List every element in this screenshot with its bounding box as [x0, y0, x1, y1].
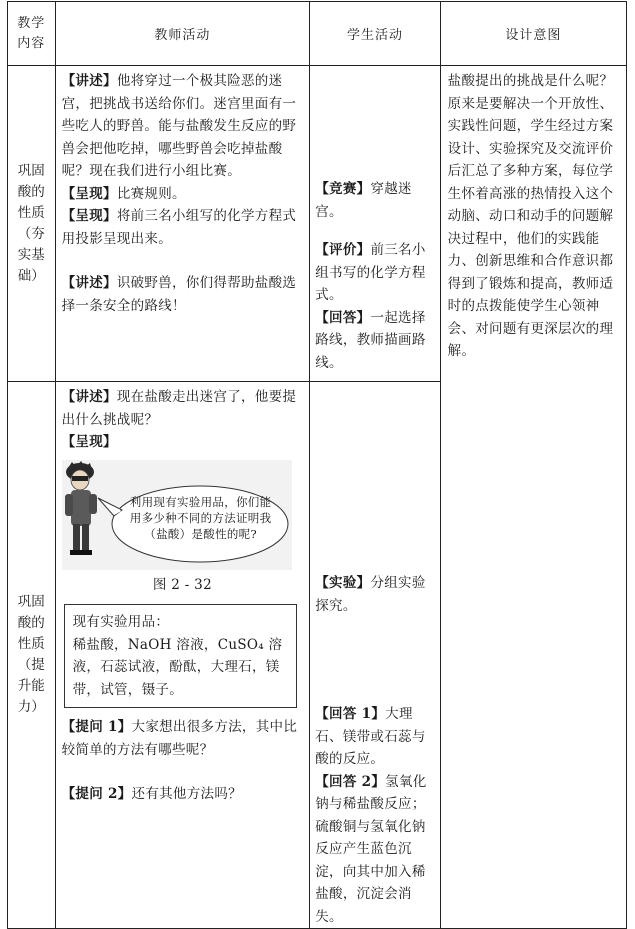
materials-box — [64, 604, 298, 708]
design-intent — [440, 66, 626, 929]
speech-bubble-text: 利用现有实验用品，你们能用多少种不同的方法证明我（盐酸）是酸性的呢? — [129, 494, 272, 541]
header-teacher: 教师活动 — [55, 2, 310, 66]
header-design: 设计意图 — [440, 2, 626, 66]
teacher-para: 【呈现】 — [61, 434, 117, 450]
teacher-para: 【讲述】识破野兽，你们得帮助盐酸选择一条安全的路线！ — [61, 275, 297, 314]
header-row — [8, 2, 627, 66]
student-para: 【评价】前三名小组书写的化学方程式。 — [315, 242, 426, 303]
student-para: 【回答 1】大理石、镁带或石蕊与酸的反应。 — [315, 706, 426, 767]
figure-caption: 图 2 - 32 — [152, 576, 212, 593]
materials-list: 稀盐酸，NaOH 溶液，CuSO₄ 溶液，石蕊试液，酚酞，大理石，镁带，试管，镊子。 — [72, 636, 283, 698]
figure-cartoon — [62, 460, 292, 570]
header-student: 学生活动 — [310, 2, 440, 66]
student-para: 【回答】一起选择路线，教师描画路线。 — [315, 309, 426, 371]
teacher-para: 【呈现】将前三名小组写的化学方程式用投影呈现出来。 — [61, 208, 297, 247]
teacher-question: 【提问 1】大家想出很多方法，其中比较简单的方法有哪些呢？ — [61, 719, 298, 758]
teacher-para: 【讲述】现在盐酸走出迷宫了，他要提出什么挑战呢？ — [61, 389, 297, 428]
teacher-activity-basics — [55, 66, 310, 382]
student-activity-basics — [310, 66, 440, 382]
teacher-activity-advanced — [55, 382, 310, 929]
row-basics — [8, 66, 627, 382]
teacher-question: 【提问 2】还有其他方法吗？ — [61, 786, 242, 802]
student-activity-advanced — [310, 382, 440, 929]
materials-title: 现有实验用品： — [72, 614, 170, 630]
student-para: 【实验】分组实验探究。 — [315, 575, 426, 614]
student-para: 【竞赛】穿越迷宫。 — [315, 181, 412, 220]
student-para: 【回答 2】氢氧化钠与稀盐酸反应；硫酸铜与氢氧化钠反应产生蓝色沉淀，向其中加入稀盐酸，沉淀会消失。 — [315, 773, 427, 925]
design-text: 盐酸提出的挑战是什么呢？原来是要解决一个开放性、实践性问题，学生经过方案设计、实验探究及交流评价后汇总了多种方案，每位学生怀着高涨的热情投入这个动脑、动口和动手的问题解决过程中，他们的实践能力、创新思维和合作意识都得到了锻炼和提高，教师适时的点拨能使学生心领神会、对问题有更深层次的理解。 — [447, 73, 614, 359]
topic-advanced: 巩固酸的性质（提升能力） — [8, 382, 56, 929]
header-topic: 教学内容 — [8, 2, 56, 66]
teacher-para: 【讲述】他将穿过一个极其险恶的迷宫，把挑战书送给你们。迷宫里面有一些吃人的野兽。能与盐酸发生反应的野兽会把他吃掉，哪些野兽会吃掉盐酸呢？现在我们进行小组比赛。 — [61, 73, 297, 179]
lesson-plan-table — [7, 1, 627, 929]
teacher-para: 【呈现】比赛规则。 — [61, 185, 186, 202]
topic-basics: 巩固酸的性质（夯实基础） — [8, 66, 56, 382]
